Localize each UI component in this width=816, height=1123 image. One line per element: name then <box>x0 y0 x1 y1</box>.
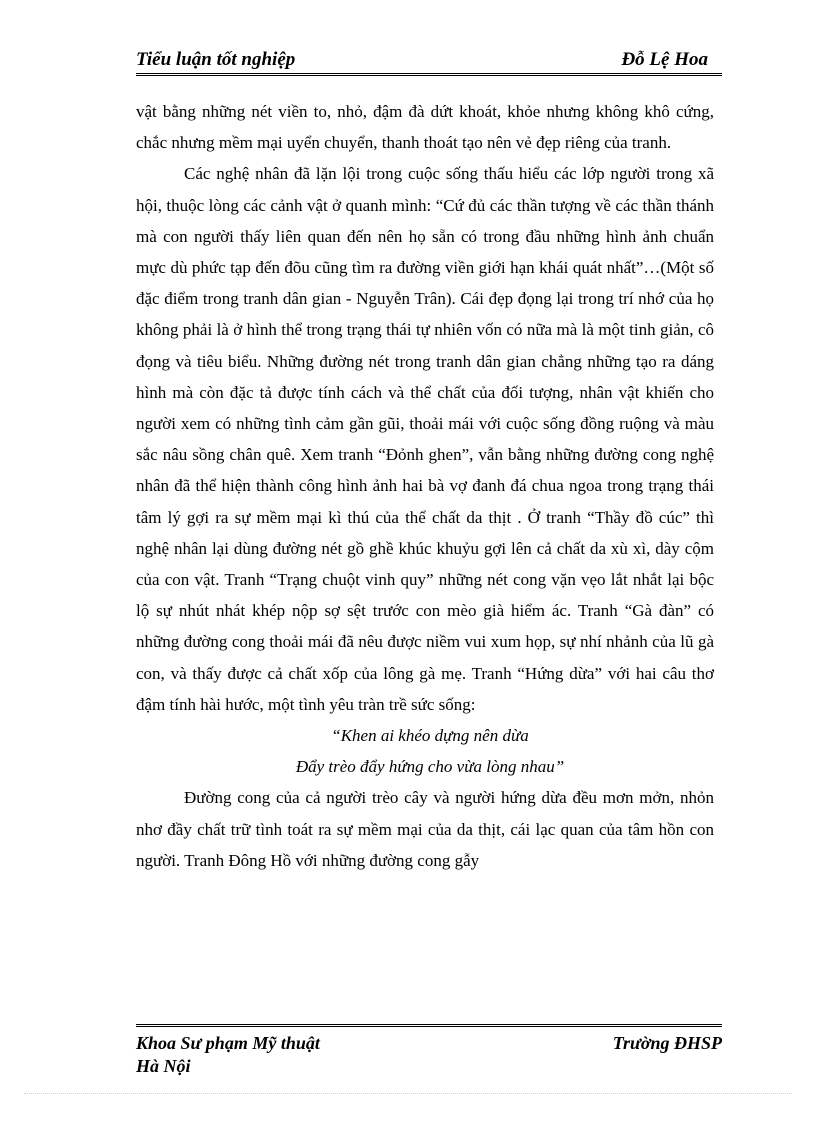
header-title: Tiểu luận tốt nghiệp <box>136 49 296 70</box>
poem-line-2: Đẩy trèo đẩy hứng cho vừa lòng nhau” <box>295 757 565 777</box>
page-bottom-rule <box>24 1093 792 1094</box>
footer-city: Hà Nội <box>136 1056 191 1076</box>
footer-university: Trường ĐHSP <box>612 1033 722 1053</box>
paragraph-3: Đường cong của cả người trèo cây và người hứng dừa đều mơn mởn, nhỏn nhơ đầy chất trữ tình toát ra sự mềm mại của da thịt, cái lạc quan của tâm hồn con người. Tranh Đông Hồ với những đường cong gẫy <box>136 788 714 870</box>
page-footer <box>136 1024 722 1076</box>
poem-line-1: “Khen ai khéo dựng nên dừa <box>331 726 529 746</box>
body-text <box>136 96 714 876</box>
header-author: Đỗ Lệ Hoa <box>621 49 708 70</box>
footer-faculty: Khoa Sư phạm Mỹ thuật <box>136 1033 320 1053</box>
paragraph-1: vật bằng những nét viền to, nhỏ, đậm đà dứt khoát, khỏe nhưng không khô cứng, chắc nhưng mềm mại uyển chuyển, thanh thoát tạo nên vẻ đẹp riêng của tranh. <box>136 102 714 153</box>
paragraph-2: Các nghệ nhân đã lặn lội trong cuộc sống thấu hiểu các lớp người trong xã hội, thuộc lòng các cảnh vật ở quanh mình: “Cứ đủ các thần tượng về các thần thánh mà con người thấy liên quan đến nên họ sẵn có trong đầu những hình ảnh chuẩn mực dù phức tạp đến đõu cũng tìm ra đường viền giới hạn khái quát nhất”…(Một số đặc điểm trong tranh dân gian - Nguyễn Trân). Cái đẹp đọng lại trong trí nhớ của họ không phải là ở hình thể trong trạng thái tự nhiên vốn có nữa mà là một tinh giản, cô đọng và tiêu biểu. Những đường nét trong tranh dân gian chẳng những tạo ra dáng hình mà còn đặc tả được tính cách và thể chất của đối tượng, nhân vật khiến cho người xem có những tình cảm gần gũi, thoải mái với cuộc sống đồng ruộng và màu sắc nâu sồng chân quê. Xem tranh “Đỏnh ghen”, vẫn bằng những đường cong nghệ nhân đã thể hiện thành công hình ảnh hai bà vợ đanh đá chua ngoa trong trạng thái tâm lý gợi ra sự mềm mại kì thú của thể chất da thịt . Ở tranh “Thầy đồ cúc” thì nghệ nhân lại dùng đường nét gồ ghề khúc khuỷu gợi lên cả chất da xù xì, dày cộm của con vật. Tranh “Trạng chuột vinh quy” những nét cong vặn vẹo lắt nhắt lại bộc lộ sự nhút nhát khép nộp sợ sệt trước con mèo già hiểm ác. Tranh “Gà đàn” có những đường cong thoải mái đã nêu được niềm vui xum họp, sự nhí nhảnh của lũ gà con, và thấy được cả chất xốp của lông gà mẹ. Tranh “Hứng dừa” với hai câu thơ đậm tính hài hước, một tình yêu tràn trề sức sống: <box>136 164 714 714</box>
page-header <box>136 46 722 76</box>
